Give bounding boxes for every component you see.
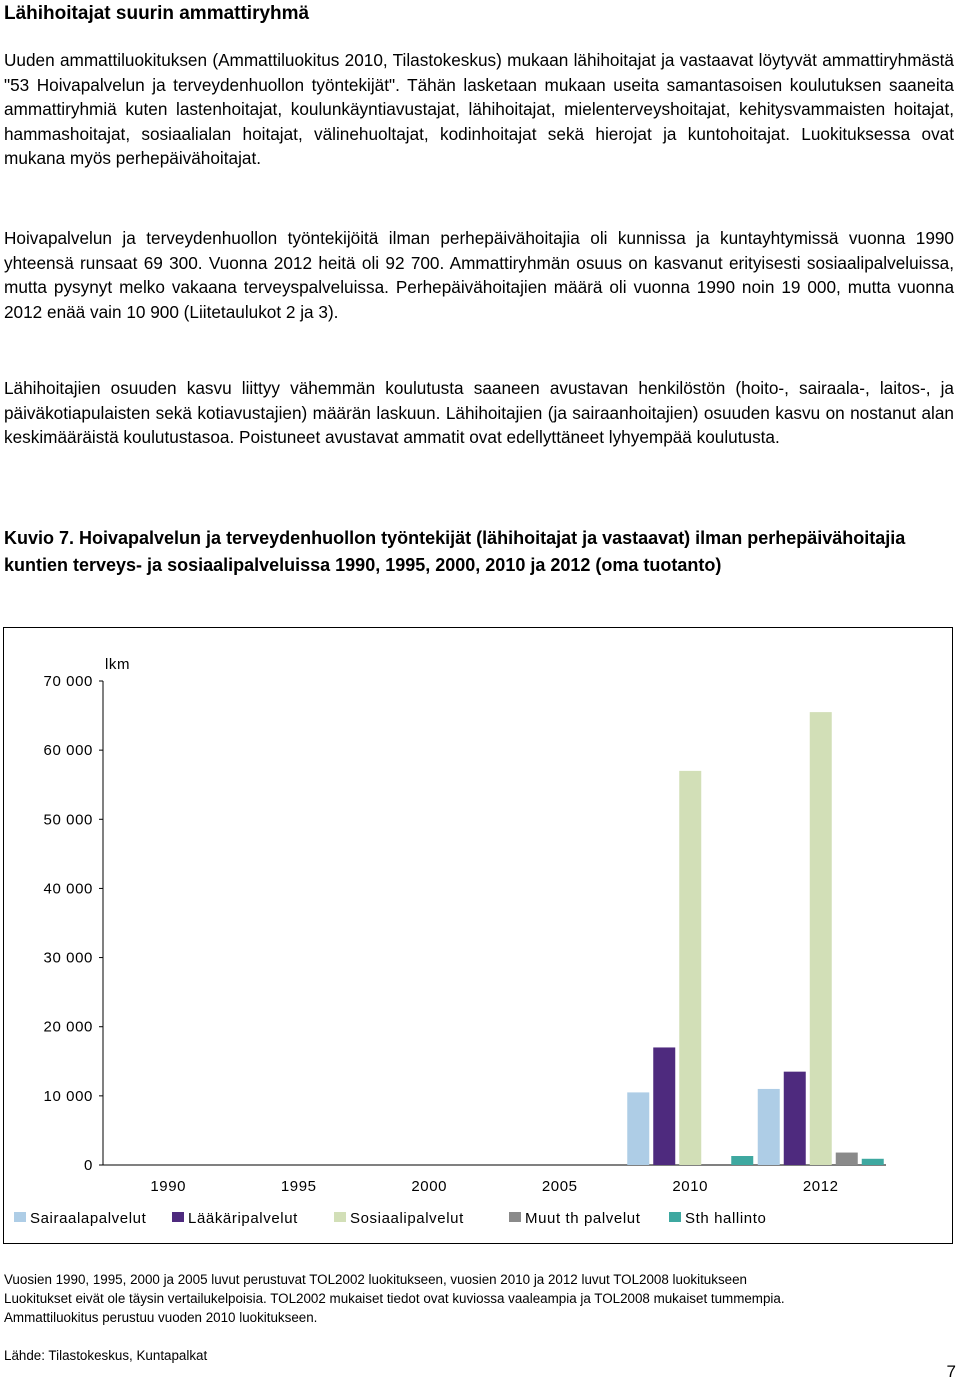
legend-swatch [669, 1212, 681, 1222]
bar [836, 1153, 858, 1165]
page-number: 7 [946, 1362, 956, 1381]
x-tick-label: 1995 [280, 1178, 317, 1195]
bar [679, 771, 701, 1165]
section-heading: Lähihoitajat suurin ammattiryhmä [4, 3, 310, 24]
bar [810, 712, 832, 1165]
y-tick-label: 10 000 [43, 1087, 93, 1105]
paragraph: Uuden ammattiluokituksen (Ammattiluokitus 2010, Tilastokeskus) mukaan lähihoitajat ja vastaavat löytyvät ammattiryhmästä "53 Hoivapalvelun ja terveydenhuollon työntekijät". Tähän lasketaan mukaan useita samantasoisen koulutuksen saaneita ammattiryhmiä kuten lastenhoitajat, koulunkäyntiavustajat, lähihoitajat, mielenterveyshoitajat, kehitysvammaisten hoitajat, hammashoitajat, sosiaalialan hoitajat, välinehuoltajat, kodinhoitajat sekä hierojat ja kuntohoitajat. Luokituksessa ovat mukana myös perhepäivähoitajat. [4, 50, 954, 169]
x-tick-label: 2010 [672, 1178, 709, 1195]
note-line: Luokitukset eivät ole täysin vertailukelpoisia. TOL2002 mukaiset tiedot ovat kuviossa vaaleampia ja TOL2008 mukaiset tummempia. [4, 1291, 785, 1306]
x-tick-label: 2000 [411, 1178, 448, 1195]
bar [653, 1047, 675, 1165]
note-line: Vuosien 1990, 1995, 2000 ja 2005 luvut perustuvat TOL2002 luokitukseen, vuosien 2010 ja 2012 luvut TOL2008 luokitukseen [4, 1272, 747, 1287]
legend-swatch [172, 1212, 184, 1222]
y-tick-label: 50 000 [43, 811, 93, 829]
y-tick-label: 70 000 [43, 673, 93, 690]
legend-label: Sairaalapalvelut [30, 1210, 147, 1227]
legend-swatch [14, 1212, 26, 1222]
legend-label: Sth hallinto [685, 1210, 767, 1227]
y-tick-label: 60 000 [43, 742, 93, 760]
bar [731, 1156, 753, 1165]
legend-swatch [334, 1212, 346, 1222]
x-tick-label: 2012 [802, 1178, 839, 1195]
x-tick-label: 1990 [150, 1178, 187, 1195]
y-axis-label: lkm [105, 656, 131, 673]
chart-frame [3, 627, 953, 1244]
bar [758, 1089, 780, 1165]
x-tick-label: 2005 [541, 1178, 578, 1195]
bar [862, 1159, 884, 1165]
legend-label: Sosiaalipalvelut [350, 1210, 464, 1227]
note-line: Ammattiluokitus perustuu vuoden 2010 luokitukseen. [4, 1310, 318, 1325]
source-note: Lähde: Tilastokeskus, Kuntapalkat [4, 1348, 208, 1363]
paragraph: Hoivapalvelun ja terveydenhuollon työntekijöitä ilman perhepäivähoitajia oli kunnissa ja kuntayhtymissä vuonna 1990 yhteensä runsaat 69 300. Vuonna 2012 heitä oli 92 700. Ammattiryhmän osuus on kasvanut erityisesti sosiaalipalveluissa, mutta pysynyt melko vakaana terveyspalveluissa. Perhepäivähoitajien määrä oli vuonna 1990 noin 19 000, mutta vuonna 2012 enää vain 10 900 (Liitetaulukot 2 ja 3). [4, 228, 954, 322]
legend-label: Muut th palvelut [525, 1210, 641, 1227]
bar [627, 1092, 649, 1165]
bar [784, 1072, 806, 1165]
y-tick-label: 20 000 [43, 1018, 93, 1036]
y-tick-label: 30 000 [43, 949, 93, 967]
legend-label: Lääkäripalvelut [188, 1210, 298, 1227]
y-tick-label: 0 [84, 1157, 93, 1174]
chart-notes [4, 1270, 944, 1327]
bar-chart [4, 628, 952, 1243]
figure-caption: Kuvio 7. Hoivapalvelun ja terveydenhuollon työntekijät (lähihoitajat ja vastaavat) ilman perhepäivähoitajia kuntien terveys- ja sosiaalipalveluissa 1990, 1995, 2000, 2010 ja 2012 (oma tuotanto) [4, 528, 906, 575]
legend-swatch [509, 1212, 521, 1222]
y-tick-label: 40 000 [43, 880, 93, 898]
paragraph: Lähihoitajien osuuden kasvu liittyy vähemmän koulutusta saaneen avustavan henkilöstön (hoito-, sairaala-, laitos-, ja päiväkotiapulaisten sekä kotiavustajien) määrän laskuun. Lähihoitajien (ja sairaanhoitajien) osuuden kasvu on nostanut alan keskimääräistä koulutustasoa. Poistuneet avustavat ammatit ovat edellyttäneet lyhyempää koulutusta. [4, 378, 954, 448]
